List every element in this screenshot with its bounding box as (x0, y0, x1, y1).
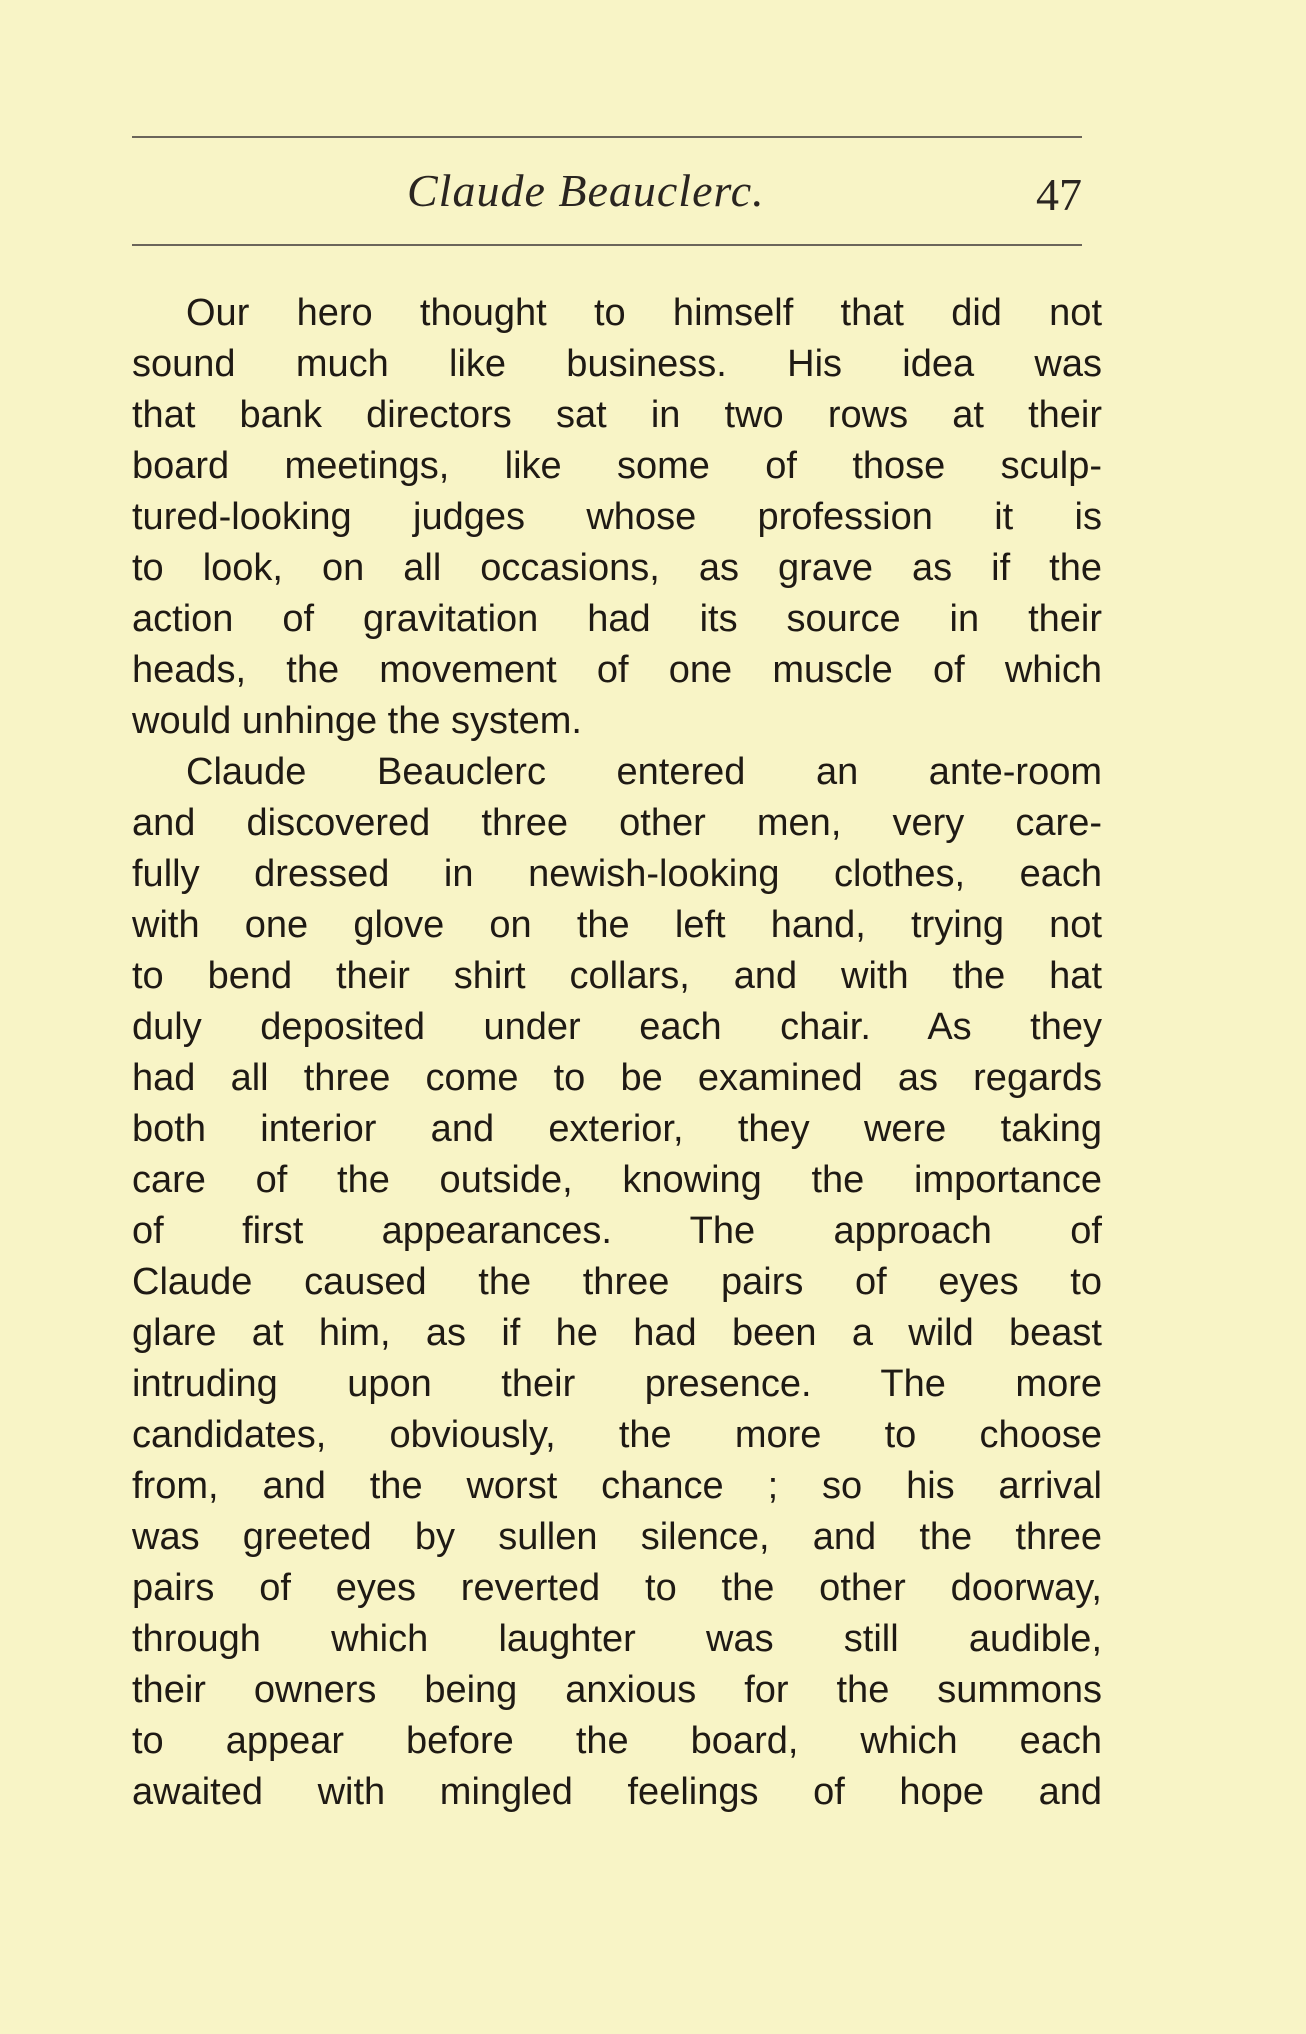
text-line: glare at him, as if he had been a wild beast (132, 1312, 1102, 1354)
text-line: from, and the worst chance ; so his arrival (132, 1465, 1102, 1507)
text-line: with one glove on the left hand, trying not (132, 904, 1102, 946)
text-line: and discovered three other men, very care- (132, 802, 1102, 844)
running-title: Claude Beauclerc. (407, 165, 765, 216)
text-line: through which laughter was still audible, (132, 1618, 1102, 1660)
text-line: Claude Beauclerc entered an ante-room (186, 751, 1102, 793)
text-line: awaited with mingled feelings of hope and (132, 1771, 1102, 1813)
text-line: their owners being anxious for the summons (132, 1669, 1102, 1711)
text-line: both interior and exterior, they were taking (132, 1108, 1102, 1150)
text-line: that bank directors sat in two rows at their (132, 394, 1102, 436)
text-line: intruding upon their presence. The more (132, 1363, 1102, 1405)
text-line: action of gravitation had its source in their (132, 598, 1102, 640)
text-line: heads, the movement of one muscle of which (132, 649, 1102, 691)
text-line: was greeted by sullen silence, and the three (132, 1516, 1102, 1558)
text-line: care of the outside, knowing the importance (132, 1159, 1102, 1201)
text-line: Our hero thought to himself that did not (186, 292, 1102, 334)
text-line: to bend their shirt collars, and with the hat (132, 955, 1102, 997)
text-line: of first appearances. The approach of (132, 1210, 1102, 1252)
text-line: Claude caused the three pairs of eyes to (132, 1261, 1102, 1303)
text-line: would unhinge the system. (132, 700, 582, 742)
text-line: to look, on all occasions, as grave as if the (132, 547, 1102, 589)
text-line: to appear before the board, which each (132, 1720, 1102, 1762)
body-text (132, 288, 1102, 1818)
running-head (132, 160, 1082, 230)
text-line: board meetings, like some of those sculp- (132, 445, 1102, 487)
text-line: had all three come to be examined as regards (132, 1057, 1102, 1099)
text-line: pairs of eyes reverted to the other doorway, (132, 1567, 1102, 1609)
text-line: tured-looking judges whose profession it is (132, 496, 1102, 538)
header-bottom-rule (132, 244, 1082, 246)
text-line: fully dressed in newish-looking clothes, each (132, 853, 1102, 895)
header-top-rule (132, 136, 1082, 138)
text-line: duly deposited under each chair. As they (132, 1006, 1102, 1048)
text-line: candidates, obviously, the more to choose (132, 1414, 1102, 1456)
text-line: sound much like business. His idea was (132, 343, 1102, 385)
page-number: 47 (1036, 169, 1082, 220)
